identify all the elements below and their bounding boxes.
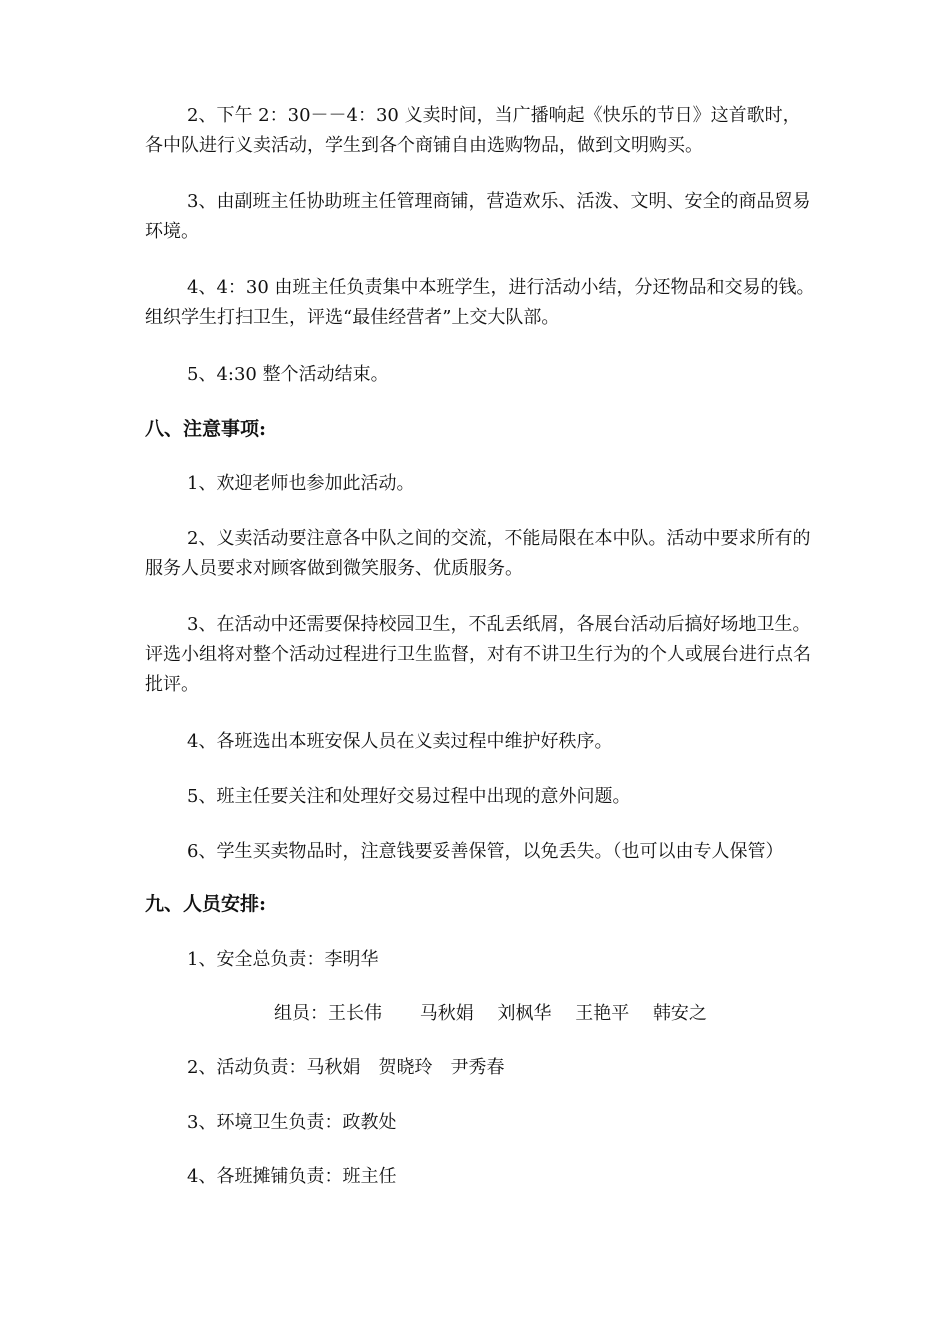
paragraph-summary: 4、4：30 由班主任负责集中本班学生，进行活动小结，分还物品和交易的钱。组织学生打扫卫生，评选“最佳经营者”上交大队部。	[145, 277, 815, 328]
section-heading-notes: 八、注意事项:	[145, 418, 267, 440]
staff-activity-lead: 2、活动负责：马秋娟 贺晓玲 尹秀春	[187, 1057, 505, 1078]
section-heading-staff: 九、人员安排:	[145, 893, 267, 915]
member-name: 马秋娟	[419, 1003, 474, 1024]
paragraph-shop-management: 3、由副班主任协助班主任管理商铺，营造欢乐、活泼、文明、安全的商品贸易环境。	[145, 191, 811, 242]
members-label: 组员：王长伟	[274, 1003, 382, 1024]
note-item: 3、在活动中还需要保持校园卫生，不乱丢纸屑，各展台活动后搞好场地卫生。评选小组将对整个活动过程进行卫生监督，对有不讲卫生行为的个人或展台进行点名批评。	[145, 614, 811, 695]
note-item: 1、欢迎老师也参加此活动。	[187, 473, 415, 494]
note-item: 6、学生买卖物品时，注意钱要妥善保管，以免丢失。（也可以由专人保管）	[187, 841, 784, 862]
note-item: 5、班主任要关注和处理好交易过程中出现的意外问题。	[187, 786, 631, 807]
member-name: 刘枫华	[497, 1003, 552, 1024]
paragraph-sale-time: 2、下午 2：30－－4：30 义卖时间，当广播响起《快乐的节日》这首歌时，各中队进行义卖活动，学生到各个商铺自由选购物品，做到文明购买。	[145, 105, 801, 156]
staff-stall-lead: 4、各班摊铺负责：班主任	[187, 1166, 397, 1187]
staff-hygiene-lead: 3、环境卫生负责：政教处	[187, 1112, 397, 1133]
member-name: 王艳平	[575, 1003, 630, 1024]
member-name: 韩安之	[652, 1003, 707, 1024]
staff-members-line	[274, 999, 707, 1029]
staff-safety-lead: 1、安全总负责：李明华	[187, 949, 379, 970]
note-item: 2、义卖活动要注意各中队之间的交流，不能局限在本中队。活动中要求所有的服务人员要求对顾客做到微笑服务、优质服务。	[145, 528, 811, 579]
note-item: 4、各班选出本班安保人员在义卖过程中维护好秩序。	[187, 731, 613, 752]
paragraph-end: 5、4:30 整个活动结束。	[187, 364, 389, 385]
